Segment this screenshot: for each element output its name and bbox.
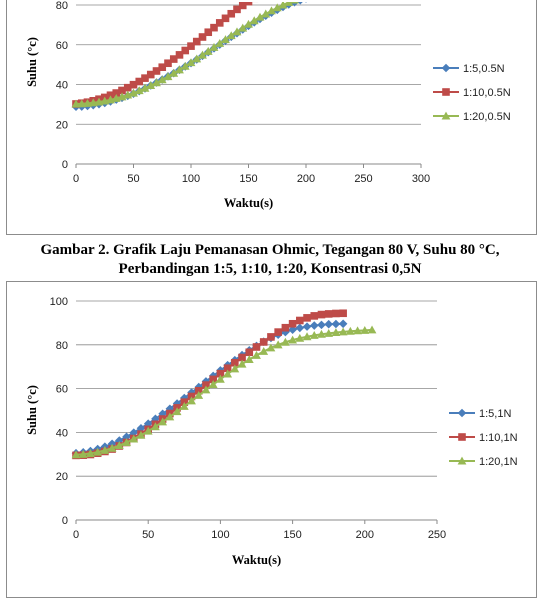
legend-marker [442, 64, 451, 73]
data-point [245, 355, 254, 363]
data-point [310, 321, 319, 330]
data-point [332, 320, 341, 329]
y-tick-label: 100 [49, 296, 68, 308]
legend-item-1 [449, 408, 511, 420]
data-point [318, 311, 326, 319]
legend-item-1 [433, 63, 505, 75]
x-tick-label: 150 [239, 173, 258, 185]
y-axis-title: Suhu (°c) [25, 37, 39, 87]
legend-label: 1:20,1N [479, 456, 518, 468]
series-line [76, 330, 372, 455]
chart-2-frame [6, 281, 537, 598]
series-line [76, 0, 266, 104]
legend-marker [442, 88, 450, 96]
data-point [324, 320, 333, 329]
x-tick-label: 0 [72, 529, 80, 541]
y-tick-label: 20 [55, 471, 68, 484]
x-tick-label: 300 [411, 173, 431, 185]
legend-label: 1:5,1N [479, 408, 512, 420]
legend-label: 1:20,0.5N [463, 111, 511, 123]
x-tick-label: 200 [355, 529, 374, 541]
legend-item-2 [433, 87, 511, 99]
y-tick-label: 0 [61, 515, 68, 527]
data-point [317, 321, 326, 330]
y-tick-label: 40 [55, 427, 68, 440]
x-tick-label: 0 [72, 173, 80, 185]
x-tick-label: 100 [181, 173, 201, 185]
data-point [325, 310, 333, 318]
data-point [339, 319, 348, 328]
data-point [332, 310, 340, 318]
figure-caption-line-1: Gambar 2. Grafik Laju Pemanasan Ohmic, Tegangan 80 V, Suhu 80 °C, [40, 242, 500, 258]
y-tick-label: 80 [55, 339, 68, 352]
x-tick-label: 250 [354, 173, 373, 185]
plot-area [72, 309, 377, 459]
y-tick-label: 0 [61, 159, 68, 171]
legend-marker [458, 409, 467, 418]
data-point [260, 338, 268, 346]
y-tick-label: 60 [55, 383, 68, 396]
data-point [253, 343, 261, 351]
data-point [290, 0, 299, 4]
y-tick-label: 80 [55, 0, 68, 12]
legend-marker [458, 433, 466, 441]
x-tick-label: 250 [427, 529, 447, 541]
legend-item-2 [449, 432, 518, 444]
y-axis-title: Suhu (°c) [25, 385, 39, 435]
legend-label: 1:5,0.5N [463, 63, 505, 75]
data-point [245, 348, 253, 356]
legend-item-3 [449, 456, 518, 468]
x-axis-title: Waktu(s) [223, 196, 274, 210]
y-tick-label: 20 [55, 119, 68, 132]
data-point [307, 0, 316, 1]
x-tick-label: 150 [283, 529, 302, 541]
legend-label: 1:10,1N [479, 432, 518, 444]
series-2 [72, 0, 269, 108]
data-point [267, 333, 275, 341]
data-point [296, 317, 304, 325]
data-point [296, 0, 305, 2]
data-point [289, 320, 297, 328]
legend-item-3 [433, 111, 511, 123]
data-point [245, 0, 253, 5]
data-point [296, 324, 305, 333]
chart-1-frame [6, 0, 537, 235]
data-point [302, 0, 311, 3]
plot-area [72, 0, 317, 111]
data-point [282, 324, 290, 332]
data-point [339, 309, 347, 317]
x-tick-label: 100 [211, 529, 230, 541]
chart-2-heating-rate-1n [7, 282, 536, 597]
x-tick-label: 50 [142, 529, 155, 541]
data-point [310, 312, 318, 320]
x-axis-title: Waktu(s) [231, 553, 282, 567]
x-tick-label: 200 [296, 173, 316, 185]
series-line [76, 0, 312, 104]
y-tick-label: 60 [55, 39, 68, 52]
data-point [250, 0, 258, 2]
series-line [76, 0, 312, 107]
legend-label: 1:10,0.5N [463, 87, 511, 99]
data-point [303, 314, 311, 322]
figure-caption-line-2: Perbandingan 1:5, 1:10, 1:20, Konsentrasi 0,5N [118, 261, 422, 277]
y-tick-label: 40 [55, 79, 68, 92]
chart-1-heating-rate-0-5n [7, 0, 536, 234]
data-point [303, 322, 312, 331]
series-3 [72, 0, 317, 107]
series-2 [72, 309, 347, 459]
x-tick-label: 50 [127, 173, 140, 185]
data-point [274, 328, 282, 336]
